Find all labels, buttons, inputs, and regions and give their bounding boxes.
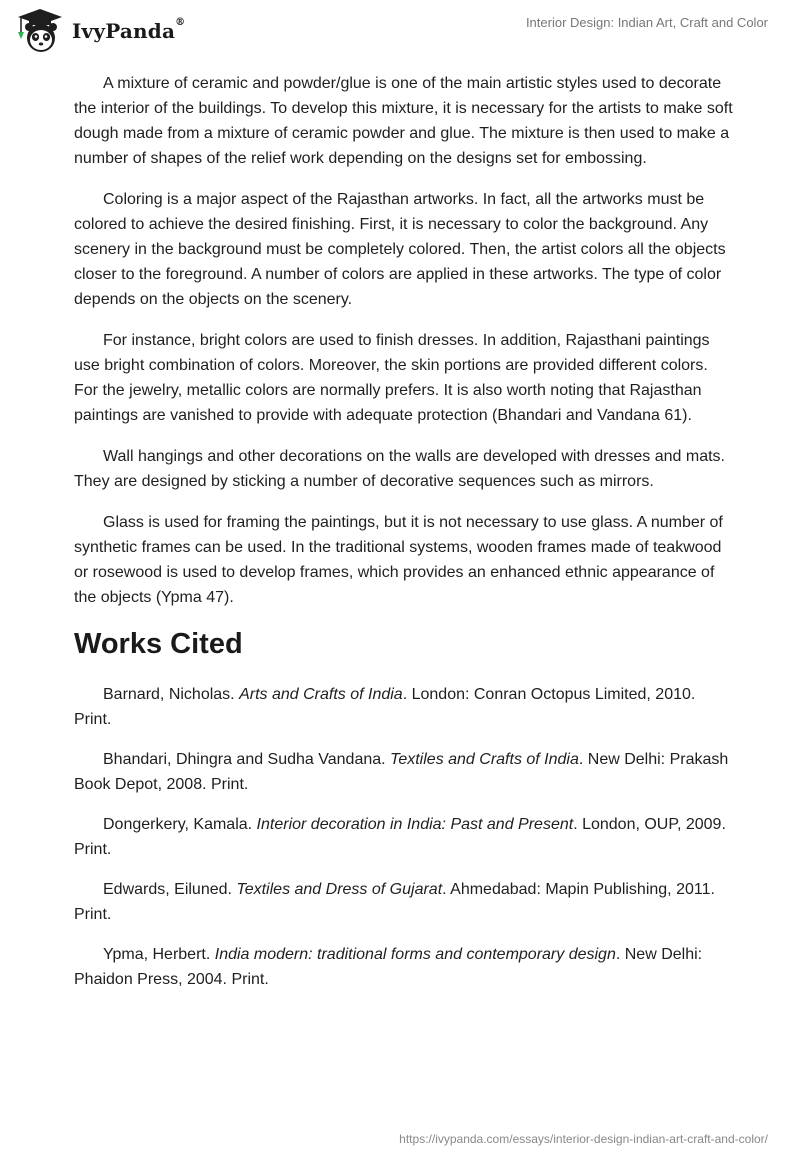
citation-entry: Barnard, Nicholas. Arts and Crafts of India. London: Conran Octopus Limited, 2010. Print. xyxy=(74,686,696,728)
body-paragraph: Glass is used for framing the paintings, but it is not necessary to use glass. A number of synthetic frames can be used. In the traditional systems, wooden frames made of teakwood or rosewood is used to develop frames, which provides an enhanced ethnic appearance of the objects (Ypma 47). xyxy=(74,514,723,606)
essay-content xyxy=(74,71,734,1007)
running-title: Interior Design: Indian Art, Craft and Color xyxy=(525,15,768,30)
brand-name: IvyPanda® xyxy=(72,17,186,43)
body-paragraph: A mixture of ceramic and powder/glue is one of the main artistic styles used to decorate the interior of the buildings. To develop this mixture, it is necessary for the artists to make soft dough made from a mixture of ceramic powder and glue. The mixture is then used to make a number of shapes of the relief work depending on the designs set for embossing. xyxy=(74,75,733,167)
body-paragraph: Wall hangings and other decorations on the walls are developed with dresses and mats. They are designed by sticking a number of decorative sequences such as mirrors. xyxy=(74,448,725,490)
citation-entry: Bhandari, Dhingra and Sudha Vandana. Textiles and Crafts of India. New Delhi: Prakash Book Depot, 2008. Print. xyxy=(74,751,729,793)
citation-entry: Edwards, Eiluned. Textiles and Dress of Gujarat. Ahmedabad: Mapin Publishing, 2011. Print. xyxy=(74,881,715,923)
body-paragraph: Coloring is a major aspect of the Rajasthan artworks. In fact, all the artworks must be colored to achieve the desired finishing. First, it is necessary to color the background. Any scenery in the background must be completely colored. Then, the artist colors all the objects closer to the foreground. A number of colors are applied in these artworks. The type of color depends on the objects on the scenery. xyxy=(74,191,726,308)
panda-graduate-icon xyxy=(14,6,66,56)
page-header xyxy=(0,0,800,70)
body-paragraph: For instance, bright colors are used to finish dresses. In addition, Rajasthani paintings use bright combination of colors. Moreover, the skin portions are provided different colors. For the jewelry, metallic colors are normally prefers. It is also worth noting that Rajasthan paintings are vanished to provide with adequate protection (Bhandari and Vandana 61). xyxy=(74,332,710,424)
citation-entry: Ypma, Herbert. India modern: traditional forms and contemporary design. New Delhi: Phaidon Press, 2004. Print. xyxy=(74,946,703,988)
works-cited-heading: Works Cited xyxy=(74,628,243,660)
source-url[interactable]: https://ivypanda.com/essays/interior-design-indian-art-craft-and-color/ xyxy=(399,1132,768,1146)
citation-entry: Dongerkery, Kamala. Interior decoration in India: Past and Present. London, OUP, 2009. Print. xyxy=(74,816,726,858)
ivypanda-logo[interactable] xyxy=(14,6,185,56)
